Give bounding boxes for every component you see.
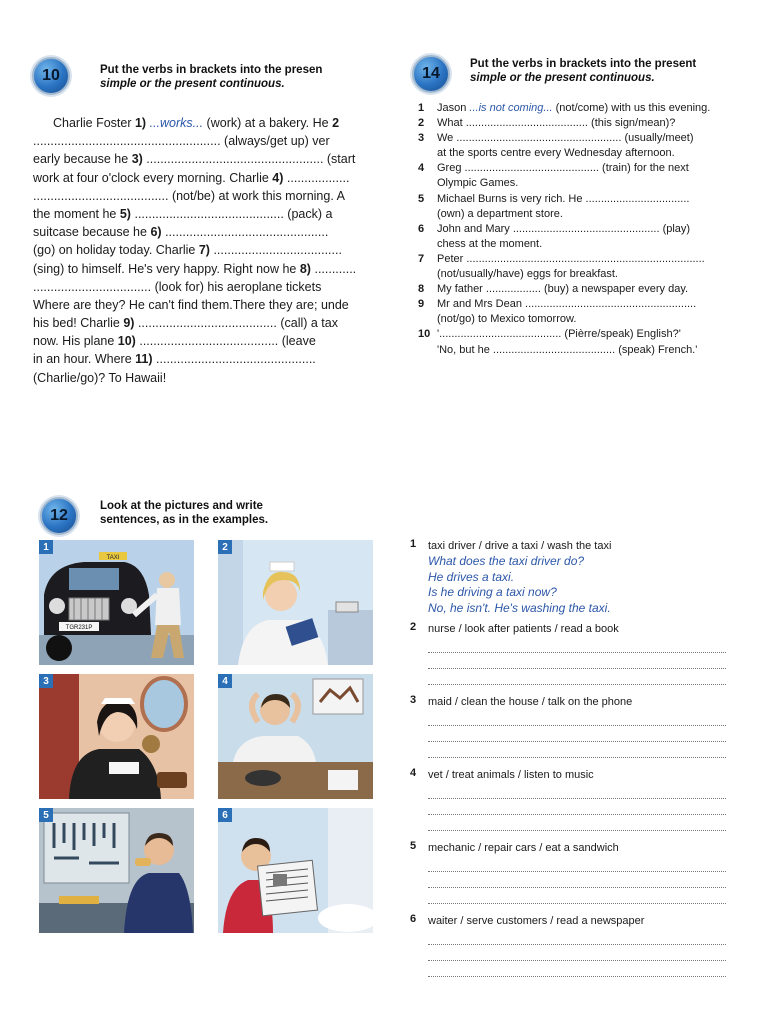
answer-line[interactable] — [428, 710, 726, 726]
answer-line[interactable] — [428, 961, 726, 977]
sentence-text: My father .................. (buy) a newspaper every day. — [437, 283, 689, 296]
exercise-14-badge — [412, 55, 450, 93]
passage-text: (not/be) at work this morning. A — [171, 188, 345, 203]
exercise-10-badge — [32, 57, 70, 95]
exercise-item — [410, 538, 730, 616]
sentence-text: John and Mary ................................................ (play) — [437, 222, 691, 235]
sentence-row — [412, 312, 742, 327]
sentence-row — [412, 282, 742, 297]
model-answer: He drives a taxi. — [428, 569, 515, 584]
picture-vet — [218, 674, 373, 799]
exercise-10-instruction — [100, 63, 390, 91]
item-number: 6 — [410, 913, 417, 925]
sentence-text: (not/usually/have) eggs for breakfast. — [437, 268, 618, 281]
passage-text: Where are they? He can't find them.There they are; unde — [33, 297, 349, 312]
sentence-text: (not/come) with us this evening. — [552, 102, 711, 114]
sentence-row — [412, 327, 742, 342]
passage-text: ........................................... (pack) a — [134, 206, 333, 221]
passage-text: ............ — [314, 261, 357, 276]
gap-number: 2 — [332, 116, 340, 130]
exercise-10-instruction-line1: Put the verbs in brackets into the presen — [100, 64, 323, 76]
sentence-number: 6 — [418, 222, 425, 235]
picture-mechanic — [39, 808, 194, 933]
passage-text: ............................................... — [165, 225, 329, 240]
vet-illustration — [218, 674, 373, 799]
sentence-number: 7 — [418, 252, 425, 265]
passage-text: ...................................................... — [33, 134, 221, 149]
passage-line — [33, 150, 387, 168]
model-answer: No, he isn't. He's washing the taxi. — [428, 600, 611, 615]
passage-line — [33, 369, 387, 387]
sentence-number: 1 — [418, 102, 425, 114]
gap-number: 8) — [299, 261, 311, 276]
item-number: 4 — [410, 767, 417, 779]
passage-text: ........................................ (leave — [139, 334, 316, 349]
sentence-text: Michael Burns is very rich. He .................................. — [437, 192, 690, 205]
sentence-text: chess at the moment. — [437, 237, 543, 250]
gap-number: 6) — [150, 225, 162, 240]
passage-text: ..................................... — [213, 243, 342, 258]
item-number: 5 — [410, 840, 417, 852]
item-prompt: mechanic / repair cars / eat a sandwich — [428, 842, 619, 854]
sentence-number: 3 — [418, 132, 425, 145]
sentence-row — [412, 207, 742, 222]
exercise-10-passage — [33, 114, 387, 387]
sentence-number: 10 — [418, 328, 431, 341]
sentence-row — [412, 146, 742, 161]
answer-line[interactable] — [428, 872, 726, 888]
exercise-item — [410, 913, 730, 977]
passage-text: suitcase because he — [33, 225, 151, 240]
picture-maid — [39, 674, 194, 799]
answer-line[interactable] — [428, 815, 726, 831]
passage-text: the moment he — [33, 206, 120, 221]
sentence-row — [412, 343, 742, 358]
sentence-number: 8 — [418, 283, 425, 296]
sentence-text: (not/go) to Mexico tomorrow. — [437, 313, 577, 326]
waiter-illustration — [218, 808, 373, 933]
sentence-text: Jason — [437, 102, 470, 114]
picture-3-number: 3 — [39, 674, 53, 688]
sentence-row — [412, 237, 742, 252]
picture-waiter — [218, 808, 373, 933]
item-number: 3 — [410, 694, 417, 706]
passage-line — [33, 241, 387, 259]
exercise-12-instruction-line2: sentences, as in the examples. — [100, 514, 269, 526]
passage-text: (always/get up) ver — [224, 134, 330, 149]
sentence-text: Peter .............................................................................. — [437, 252, 705, 265]
passage-text: ................................................... (start — [146, 152, 356, 167]
answer-line[interactable] — [428, 783, 726, 799]
exercise-14-list — [412, 101, 742, 358]
sentence-row — [412, 192, 742, 207]
passage-line — [33, 114, 387, 132]
answer-line[interactable] — [428, 637, 726, 653]
example-answer: ...is not coming... — [469, 102, 553, 114]
model-answer: What does the taxi driver do? — [428, 554, 585, 568]
gap-number: 10) — [117, 334, 136, 349]
exercise-item — [410, 694, 730, 758]
answer-line[interactable] — [428, 945, 726, 961]
answer-line[interactable] — [428, 799, 726, 815]
answer-line[interactable] — [428, 929, 726, 945]
sentence-row — [412, 101, 742, 116]
sentence-text: Mr and Mrs Dean ........................................................ — [437, 298, 697, 311]
passage-text: early because he — [33, 152, 132, 167]
model-answer: Is he driving a taxi now? — [428, 585, 557, 599]
picture-1-number: 1 — [39, 540, 53, 554]
gap-number: 3) — [131, 152, 143, 167]
sentence-row — [412, 116, 742, 131]
exercise-item — [410, 767, 730, 831]
picture-taxi-driver — [39, 540, 194, 665]
sentence-text: (own) a department store. — [437, 207, 563, 220]
exercise-12-instruction — [100, 499, 360, 527]
sentence-row — [412, 252, 742, 267]
exercise-item — [410, 840, 730, 904]
taxi-sign-text: TAXI — [106, 555, 120, 561]
passage-text: (Charlie/go)? To Hawaii! — [33, 370, 167, 385]
sentence-row — [412, 131, 742, 146]
answer-line[interactable] — [428, 742, 726, 758]
sentence-row — [412, 176, 742, 191]
sentence-text: '........................................ (Pièrre/speak) English?' — [437, 328, 681, 341]
sentence-number: 9 — [418, 298, 425, 311]
passage-text: (sing) to himself. He's very happy. Right now he — [33, 261, 300, 276]
passage-line — [33, 332, 387, 350]
sentence-text: What ........................................ (this sign/mean)? — [437, 117, 676, 130]
passage-line — [33, 205, 387, 223]
sentence-text: We ...................................................... (usually/meet) — [437, 132, 694, 145]
passage-text: in an hour. Where — [33, 352, 136, 367]
answer-line[interactable] — [428, 726, 726, 742]
picture-2-number: 2 — [218, 540, 232, 554]
item-prompt: maid / clean the house / talk on the phone — [428, 696, 633, 708]
passage-line — [33, 132, 387, 150]
passage-line — [33, 350, 387, 368]
item-prompt: waiter / serve customers / read a newspaper — [428, 915, 645, 927]
exercise-14-instruction — [470, 57, 750, 85]
taxi-driver-illustration — [39, 540, 194, 665]
mechanic-illustration — [39, 808, 194, 933]
passage-text: .................................. — [33, 279, 152, 294]
passage-line — [33, 314, 387, 332]
item-prompt: nurse / look after patients / read a book — [428, 623, 619, 635]
gap-number: 9) — [123, 316, 135, 331]
nurse-illustration — [218, 540, 373, 665]
picture-4-number: 4 — [218, 674, 232, 688]
sentence-text: Greg ............................................ (train) for the next — [437, 162, 689, 175]
passage-text: (work) at a bakery. He — [203, 116, 333, 130]
passage-line — [33, 260, 387, 278]
passage-line — [33, 296, 387, 314]
gap-number: 4) — [272, 170, 284, 185]
item-prompt: taxi driver / drive a taxi / wash the taxi — [428, 540, 612, 552]
sentence-row — [412, 297, 742, 312]
exercise-12-instruction-line1: Look at the pictures and write — [100, 500, 263, 512]
sentence-number: 2 — [418, 117, 425, 130]
sentence-text: Olympic Games. — [437, 177, 519, 190]
answer-line[interactable] — [428, 653, 726, 669]
picture-5-number: 5 — [39, 808, 53, 822]
answer-line[interactable] — [428, 856, 726, 872]
picture-6-number: 6 — [218, 808, 232, 822]
sentence-row — [412, 222, 742, 237]
exercise-14-instruction-line2: simple or the present continuous. — [470, 72, 655, 84]
exercise-14-number: 14 — [422, 65, 440, 82]
passage-text: (go) on holiday today. Charlie — [33, 243, 199, 258]
exercise-12-badge — [40, 497, 78, 535]
sentence-number: 5 — [418, 192, 425, 205]
exercise-12-number: 12 — [50, 507, 68, 524]
passage-line — [33, 169, 387, 187]
item-number: 1 — [410, 538, 417, 550]
passage-line — [33, 278, 387, 296]
gap-number: 5) — [119, 206, 131, 221]
sentence-row — [412, 161, 742, 176]
answer-line[interactable] — [428, 888, 726, 904]
exercise-14-instruction-line1: Put the verbs in brackets into the present — [470, 58, 697, 70]
taxi-plate-text: TGR231P — [65, 625, 93, 631]
passage-text: Charlie Foster — [53, 116, 135, 130]
gap-number: 7) — [198, 243, 210, 258]
exercise-item — [410, 621, 730, 685]
sentence-text: at the sports centre every Wednesday afternoon. — [437, 147, 675, 160]
passage-text: his bed! Charlie — [33, 316, 124, 331]
passage-text: work at four o'clock every morning. Charlie — [33, 170, 273, 185]
sentence-number: 4 — [418, 162, 425, 175]
passage-text: ........................................ (call) a tax — [137, 316, 338, 331]
answer-line[interactable] — [428, 669, 726, 685]
exercise-12-items — [410, 538, 730, 986]
exercise-10-number: 10 — [42, 67, 60, 84]
passage-text: .................. — [286, 170, 350, 185]
passage-text: .............................................. — [156, 352, 316, 367]
passage-text: (look for) his aeroplane tickets — [154, 279, 322, 294]
passage-text: ....................................... — [33, 188, 169, 203]
sentence-text: 'No, but he ........................................ (speak) French.' — [437, 343, 698, 356]
gap-number: 11) — [135, 352, 153, 367]
item-number: 2 — [410, 621, 417, 633]
maid-illustration — [39, 674, 194, 799]
passage-text: now. His plane — [33, 334, 118, 349]
passage-line — [33, 187, 387, 205]
gap-number: 1) — [134, 116, 147, 130]
picture-nurse — [218, 540, 373, 665]
sentence-row — [412, 267, 742, 282]
item-prompt: vet / treat animals / listen to music — [428, 769, 594, 781]
passage-line — [33, 223, 387, 241]
example-answer: ...works... — [149, 116, 204, 130]
exercise-10-instruction-line2: simple or the present continuous. — [100, 78, 285, 90]
